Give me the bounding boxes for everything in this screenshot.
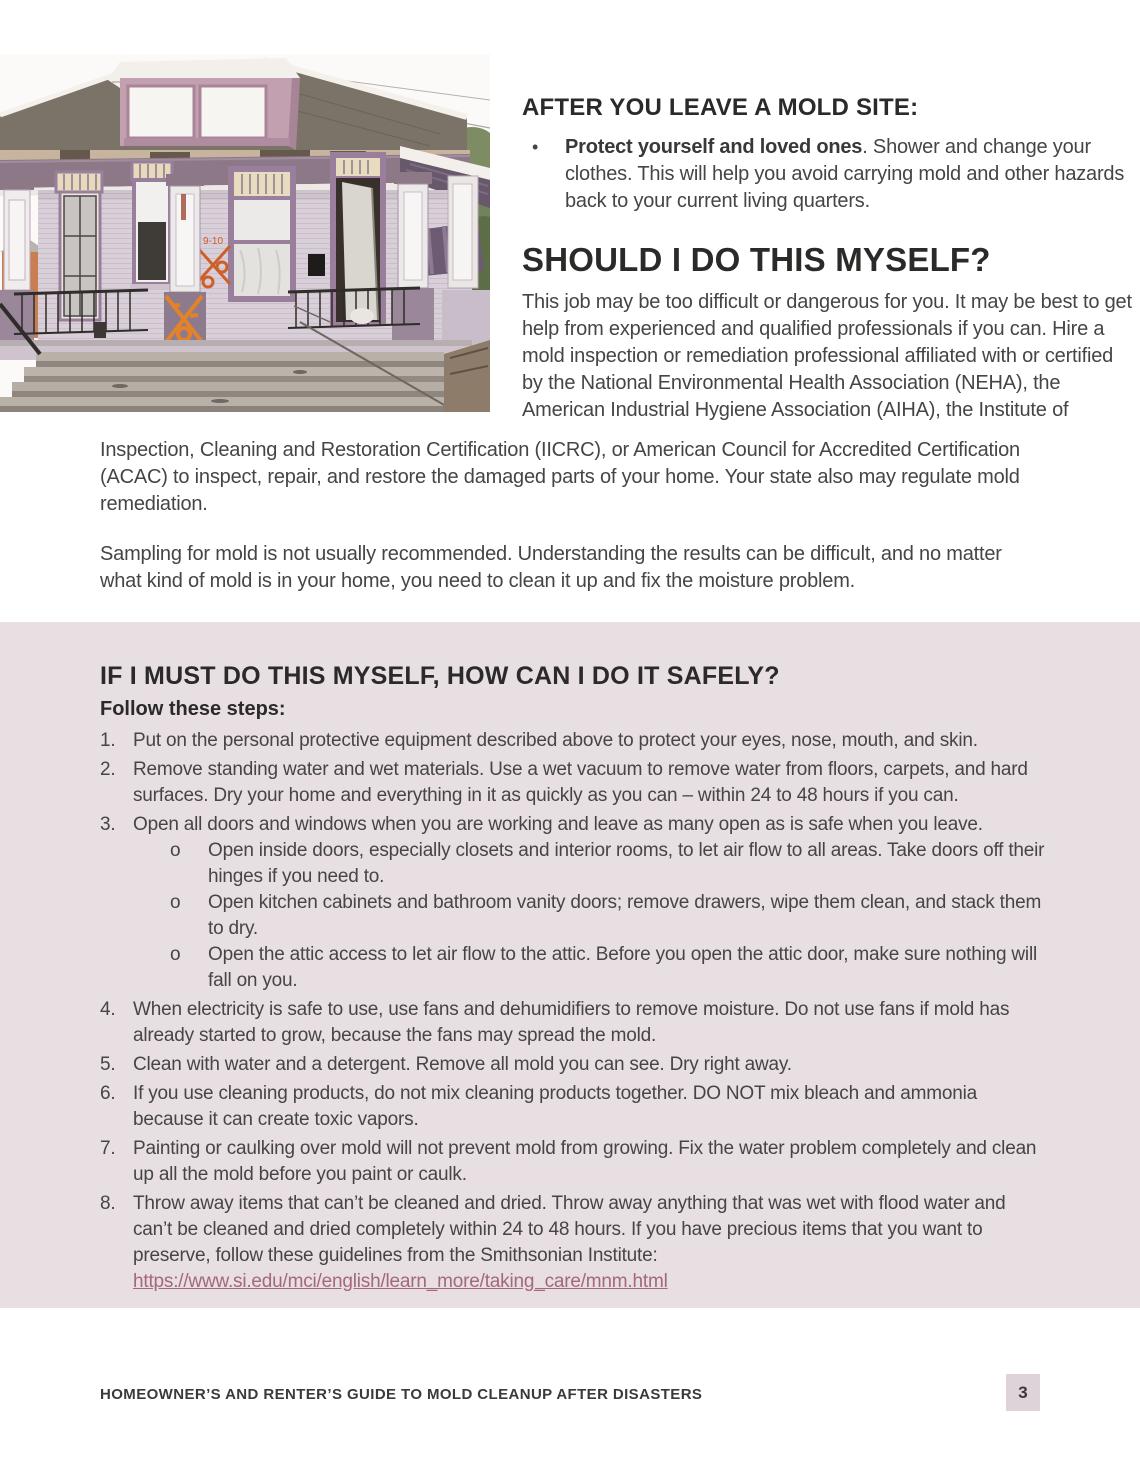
sampling-paragraph: Sampling for mold is not usually recommended. Understanding the results can be difficult, and no matter what kind of mold is in your home, you need to clean it up and fix the moisture problem.: [100, 543, 1002, 592]
list-item: 3. Open all doors and windows when you are working and leave as many open as is safe when you leave. o Open inside doors, especially closets and interior rooms, to let air flow to all areas. Take doors off their hinges if you need to. o Open kitchen cabinets and bathroom vanity doors; remove drawers, wipe them clean, and stack them to dry. o Open the attic access to let air flow to the attic. Before you open the attic door, make sure nothing will fall on you.: [100, 812, 1045, 994]
should-i-paragraph: This job may be too difficult or dangerous for you. It may be best to get help from experienced and qualified professionals if you can. Hire a mold inspection or remediation professional affiliated with or certified by the National Environmental Health Association (NEHA), the American Industrial Hygiene Association (AIHA), the Institute of: [522, 291, 1132, 421]
safety-section: [0, 622, 1140, 1308]
house-photo: [0, 54, 490, 412]
bullet-text: Protect yourself and loved ones. Shower and change your clothes. This will help you avoid carrying mold and other hazards back to your current living quarters.: [565, 136, 1125, 212]
list-item: 6. If you use cleaning products, do not mix cleaning products together. DO NOT mix bleach and ammonia because it can create toxic vapors.: [100, 1083, 977, 1130]
protect-bullet: [522, 134, 1136, 215]
sub-list-item: o Open inside doors, especially closets and interior rooms, to let air flow to all areas. Take doors off their hinges if you need to.: [170, 840, 1045, 887]
sub-list: [133, 838, 1045, 994]
front-steps: [0, 352, 490, 412]
list-item: 5. Clean with water and a detergent. Remove all mold you can see. Dry right away.: [100, 1054, 792, 1075]
list-item: 8. Throw away items that can’t be cleaned and dried. Throw away anything that was wet with flood water and can’t be cleaned and dried completely within 24 to 48 hours. If you have precious items that you want to preserve, follow these guidelines from the Smithsonian Institute: https://www.si.edu/mci/english/learn_more/taking_care/mnm.html: [100, 1193, 1006, 1292]
bullet-marker: •: [532, 137, 539, 157]
should-i-paragraph-continued: Inspection, Cleaning and Restoration Certification (IICRC), or American Council for Accredited Certification (ACAC) to inspect, repair, and restore the damaged parts of your home. Your state also may regulate mold remediation.: [100, 439, 1020, 515]
sub-list-item: o Open kitchen cabinets and bathroom vanity doors; remove drawers, wipe them clean, and stack them to dry.: [170, 892, 1042, 939]
list-item: 7. Painting or caulking over mold will not prevent mold from growing. Fix the water problem completely and clean up all the mold before you paint or caulk.: [100, 1138, 1037, 1185]
steps-list: [100, 728, 1045, 1295]
steps-label: Follow these steps:: [100, 698, 286, 720]
smithsonian-link[interactable]: https://www.si.edu/mci/english/learn_more/taking_care/mnm.html: [133, 1271, 668, 1292]
right-column: [522, 94, 1136, 424]
sub-list-item: o Open the attic access to let air flow to the attic. Before you open the attic door, make sure nothing will fall on you.: [170, 944, 1037, 991]
footer-title: HOMEOWNER’S AND RENTER’S GUIDE TO MOLD CLEANUP AFTER DISASTERS: [100, 1386, 703, 1403]
page-number-badge: 3: [1006, 1374, 1040, 1411]
house-photo-illustration: [0, 54, 490, 412]
list-item: 4. When electricity is safe to use, use fans and dehumidifiers to remove moisture. Do not use fans if mold has already started to grow, because the fans may spread the mold.: [100, 999, 1010, 1046]
graffiti-date: 9-10: [203, 236, 224, 247]
should-i-heading: SHOULD I DO THIS MYSELF?: [522, 241, 991, 278]
dormer: [108, 58, 300, 150]
list-item: 2. Remove standing water and wet materials. Use a wet vacuum to remove water from floors, carpets, and hard surfaces. Dry your home and everything in it as quickly as you can – within 24 to 48 hours if you can.: [100, 759, 1028, 806]
safely-heading: IF I MUST DO THIS MYSELF, HOW CAN I DO IT SAFELY?: [100, 662, 780, 690]
after-leave-heading: AFTER YOU LEAVE A MOLD SITE:: [522, 94, 919, 121]
list-item: 1. Put on the personal protective equipment described above to protect your eyes, nose, mouth, and skin.: [100, 730, 978, 751]
